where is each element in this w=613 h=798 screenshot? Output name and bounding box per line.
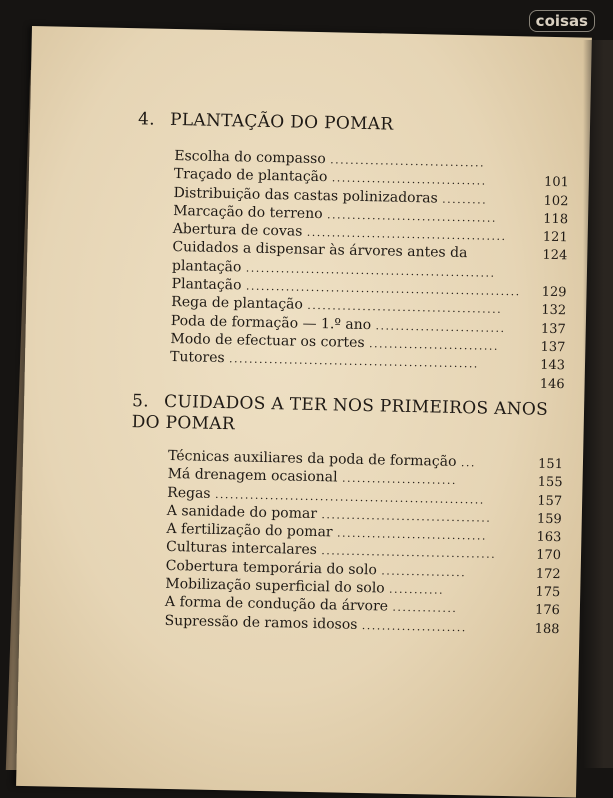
toc-entry: Poda de formação — 1.º ano .......................... 137 xyxy=(170,312,566,337)
toc-entry: Modo de efectuar os cortes .......................... 137 xyxy=(170,330,566,356)
toc-entry: Abertura de covas ........................................ 121 xyxy=(172,221,568,246)
toc-entry: plantação .................................................. xyxy=(171,257,496,280)
toc-entry: A forma de condução da árvore ............. 176 xyxy=(164,594,561,619)
section-5-title-line2: DO POMAR xyxy=(131,412,236,435)
section-5-number: 5. xyxy=(131,391,150,412)
toc-entry: Culturas intercalares ................................... 170 xyxy=(165,539,562,564)
section-5-entries xyxy=(164,447,563,638)
toc-entry: Técnicas auxiliares da poda de formação ... 151 xyxy=(167,447,564,473)
section-4-number: 4. xyxy=(137,109,156,130)
toc-entry: Marcação do terreno .................................. 118 xyxy=(172,202,569,228)
facing-page-edge xyxy=(583,40,613,768)
toc-entry: Regas ...................................................... 157 xyxy=(167,484,563,509)
toc-entry: Rega de plantação ....................................... 132 xyxy=(171,294,567,319)
section-4-entries xyxy=(169,147,570,392)
toc-entry: 146 xyxy=(539,376,565,392)
toc-entry: Supressão de ramos idosos ..................... 188 xyxy=(164,612,560,637)
section-5-title: CUIDADOS A TER NOS PRIMEIROS ANOS xyxy=(163,391,549,420)
toc-entry: Cuidados a dispensar às árvores antes da 124 xyxy=(172,239,568,264)
toc-entry: Distribuição das castas polinizadoras ......... 102 xyxy=(173,184,569,209)
section-4-title: PLANTAÇÃO DO POMAR xyxy=(169,109,394,135)
toc-entry: A fertilização do pomar .............................. 163 xyxy=(166,521,562,546)
book-page xyxy=(16,26,592,798)
toc-entry: A sanidade do pomar .................................. 159 xyxy=(166,502,562,528)
toc-entry: Má drenagem ocasional ....................... 155 xyxy=(167,466,563,491)
toc-entry: Plantação ....................................................... 129 xyxy=(171,276,567,301)
section-4-heading xyxy=(138,108,394,135)
toc-entry: Tutores .................................................. 143 xyxy=(169,349,566,374)
toc-entry: Traçado de plantação ............................... 101 xyxy=(173,166,569,191)
watermark-logo: coisas xyxy=(529,10,595,32)
toc-entry: Escolha do compasso ............................... xyxy=(174,148,486,170)
toc-entry: Mobilização superficial do solo ........... 175 xyxy=(165,575,561,601)
toc-entry: Cobertura temporária do solo ................. 172 xyxy=(165,557,561,582)
